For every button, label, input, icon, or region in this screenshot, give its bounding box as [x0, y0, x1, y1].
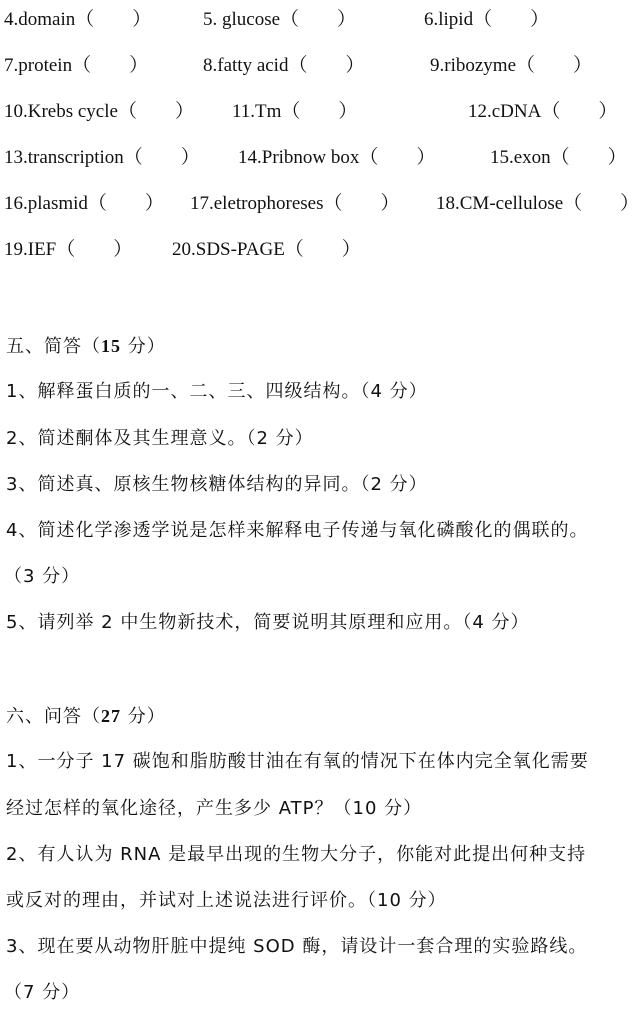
term-item: 15.exon（ ） — [490, 147, 627, 168]
term-item: 4.domain（ ） — [4, 9, 152, 30]
term-item: 11.Tm（ ） — [232, 101, 358, 122]
term-item: 16.plasmid（ ） — [4, 193, 164, 214]
section-points: 15 — [101, 336, 121, 356]
term-item: 12.cDNA（ ） — [468, 101, 618, 122]
term-item: 19.IEF（ ） — [4, 239, 133, 260]
question-line: （3 分） — [4, 566, 81, 587]
term-item: 9.ribozyme（ ） — [430, 55, 593, 76]
section-points: 27 — [101, 706, 121, 726]
term-item: 14.Pribnow box（ ） — [238, 147, 436, 168]
term-item: 5. glucose（ ） — [203, 9, 357, 30]
question-line: （7 分） — [4, 982, 81, 1003]
question-line: 或反对的理由，并试对上述说法进行评价。（10 分） — [6, 890, 447, 911]
question-line: 3、简述真、原核生物核糖体结构的异同。（2 分） — [6, 474, 428, 495]
term-item: 6.lipid（ ） — [424, 9, 550, 30]
term-item: 13.transcription（ ） — [4, 147, 200, 168]
question-line: 5、请列举 2 中生物新技术，简要说明其原理和应用。（4 分） — [6, 612, 530, 633]
term-item: 8.fatty acid（ ） — [203, 55, 365, 76]
question-line: 2、有人认为 RNA 是最早出现的生物大分子，你能对此提出何种支持 — [6, 844, 587, 865]
term-item: 10.Krebs cycle（ ） — [4, 101, 194, 122]
question-line: 4、简述化学渗透学说是怎样来解释电子传递与氧化磷酸化的偶联的。 — [6, 520, 589, 541]
term-item: 20.SDS-PAGE（ ） — [172, 239, 361, 260]
section-title-text: 六、问答（ — [6, 706, 101, 727]
section-title-text: 五、简答（ — [6, 336, 101, 357]
section-title-end: 分） — [121, 706, 166, 727]
section-title-end: 分） — [121, 336, 166, 357]
term-item: 17.eletrophoreses（ ） — [190, 193, 400, 214]
question-line: 1、一分子 17 碳饱和脂肪酸甘油在有氧的情况下在体内完全氧化需要 — [6, 751, 589, 772]
section-title — [6, 334, 166, 359]
term-item: 18.CM-cellulose（ ） — [436, 193, 640, 214]
section-title — [6, 704, 166, 729]
question-line: 3、现在要从动物肝脏中提纯 SOD 酶，请设计一套合理的实验路线。 — [6, 936, 588, 957]
term-item: 7.protein（ ） — [4, 55, 149, 76]
question-line: 经过怎样的氧化途径，产生多少 ATP？（10 分） — [6, 798, 423, 819]
question-line: 2、简述酮体及其生理意义。（2 分） — [6, 428, 314, 449]
question-line: 1、解释蛋白质的一、二、三、四级结构。（4 分） — [6, 381, 428, 402]
